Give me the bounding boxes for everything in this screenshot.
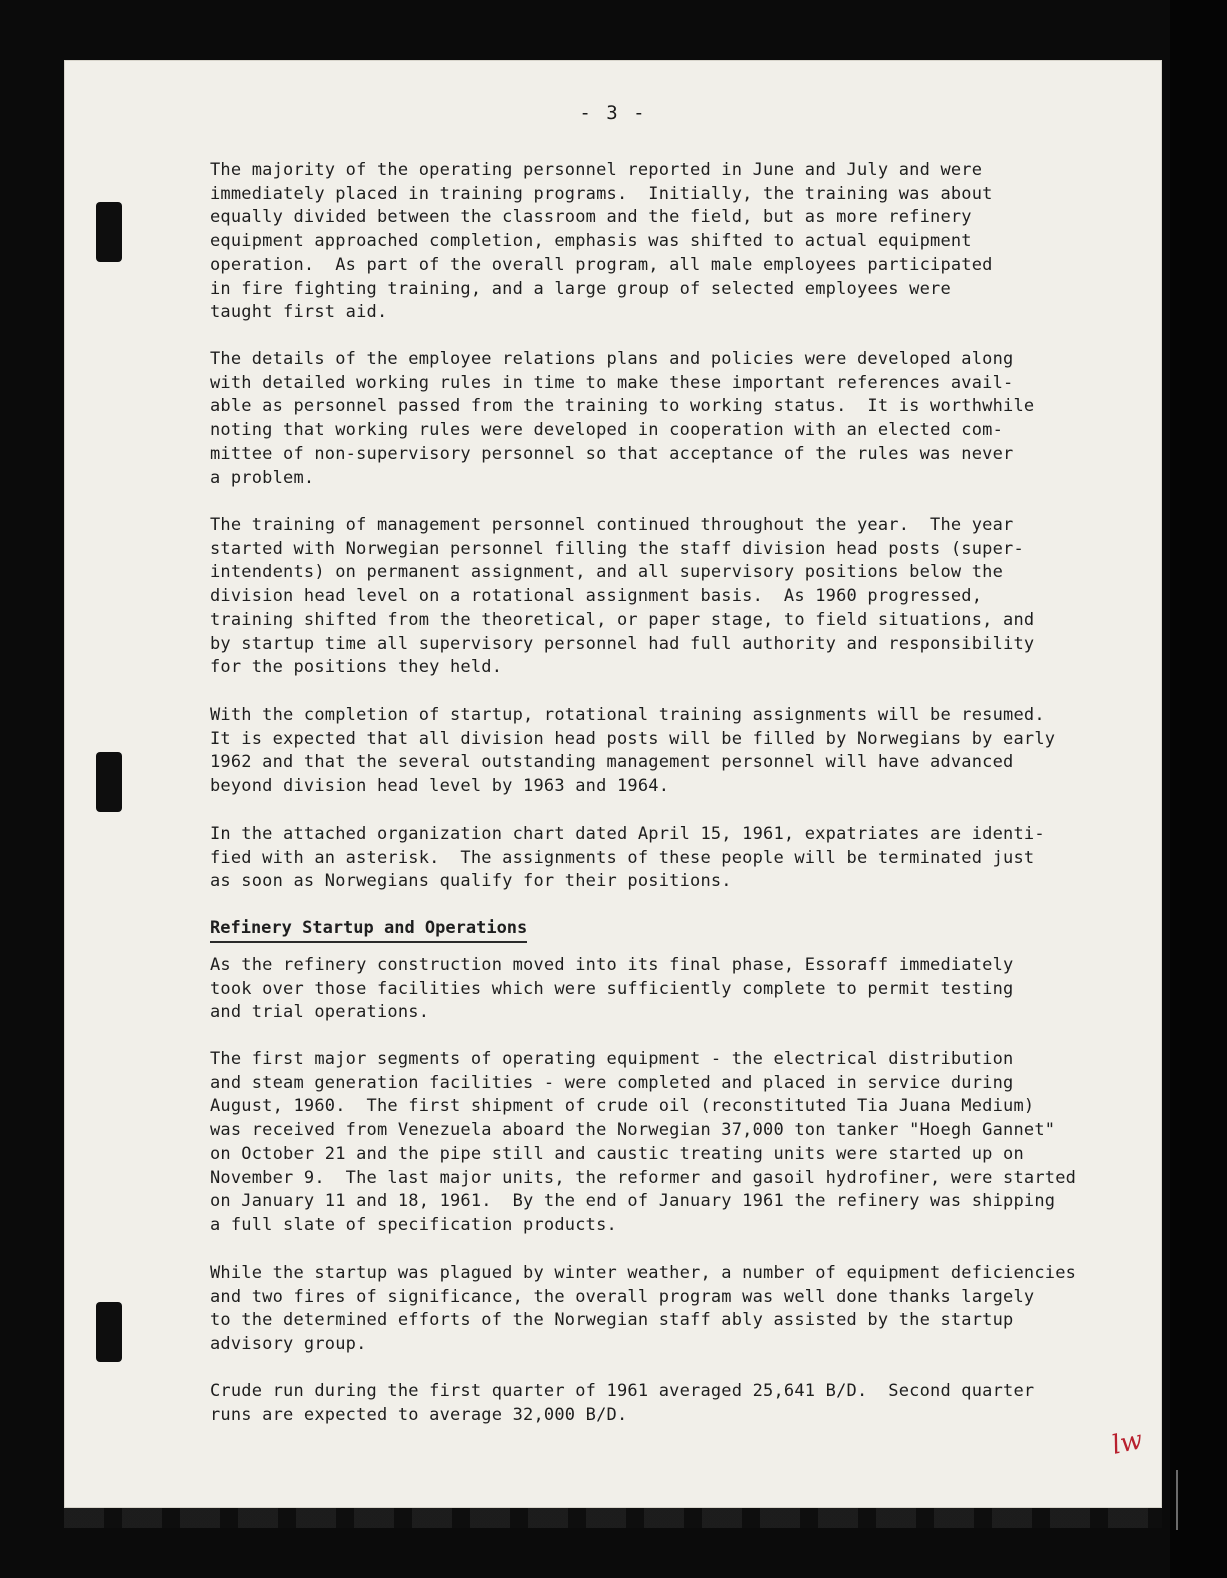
document-page (64, 60, 1162, 1508)
punch-hole-middle (96, 752, 122, 812)
paragraph-rotational-assignments: With the completion of startup, rotational training assignments will be resumed. It is expected that all division head posts will be filled by Norwegians by early 1962 and that the several outstanding management personnel will have advanced beyond division head level by 1963 and 1964. (210, 705, 1056, 797)
paragraph-training: The majority of the operating personnel reported in June and July and were immediately placed in training programs. Initially, the training was about equally divided between the classroom and the field, but as more refinery equipment approached completion, emphasis was shifted to actual equipment operation. As part of the overall program, all male employees participated in fire fighting training, and a large group of selected employees were taught first aid. (210, 160, 993, 323)
punch-hole-bottom (96, 1302, 122, 1362)
handwritten-initials: lw (1109, 1425, 1146, 1461)
punch-hole-top (96, 202, 122, 262)
scanner-tick (1176, 1470, 1178, 1530)
paragraph-management-training: The training of management personnel continued throughout the year. The year started with Norwegian personnel filling the staff division head posts (super- intendents) on permanent assignment, and all supervisory positions below the division head level on a rotational assignment basis. As 1960 progressed, training shifted from the theoretical, or paper stage, to field situations, and by startup time all supervisory personnel had full authority and responsibility for the positions they held. (210, 515, 1035, 678)
paragraph-final-phase: As the refinery construction moved into its final phase, Essoraff immediately took over those facilities which were sufficiently complete to permit testing and trial operations. (210, 955, 1014, 1023)
paragraph-crude-run: Crude run during the first quarter of 1961 averaged 25,641 B/D. Second quarter runs are expected to average 32,000 B/D. (210, 1381, 1035, 1425)
scanner-border-right (1170, 0, 1227, 1578)
paragraph-startup-conditions: While the startup was plagued by winter weather, a number of equipment deficiencies and two fires of significance, the overall program was well done thanks largely to the determined efforts of the Norwegian staff ably assisted by the startup advisory group. (210, 1263, 1077, 1355)
page-number: - 3 - (579, 102, 647, 124)
paragraph-employee-relations: The details of the employee relations plans and policies were developed along with detailed working rules in time to make these important references avail- able as personnel passed from the training to working status. It is worthwhile noting that working rules were developed in cooperation with an elected com- mittee of non-supervisory personnel so that acceptance of the rules was never a problem. (210, 349, 1035, 488)
section-heading: Refinery Startup and Operations (210, 917, 527, 943)
scanner-border-bottom (64, 1508, 1162, 1528)
paragraph-organization-chart: In the attached organization chart dated April 15, 1961, expatriates are identi- fied with an asterisk. The assignments of these people will be terminated just as soon as Norwegians qualify for their positions. (210, 824, 1045, 892)
paragraph-first-segments: The first major segments of operating equipment - the electrical distribution and steam generation facilities - were completed and placed in service during August, 1960. The first shipment of crude oil (reconstituted Tia Juana Medium) was received from Venezuela aboard the Norwegian 37,000 ton tanker "Hoegh Gannet" on October 21 and the pipe still and caustic treating units were started up on November 9. The last major units, the reformer and gasoil hydrofiner, were started on January 11 and 18, 1961. By the end of January 1961 the refinery was shipping a full slate of specification products. (210, 1049, 1077, 1235)
